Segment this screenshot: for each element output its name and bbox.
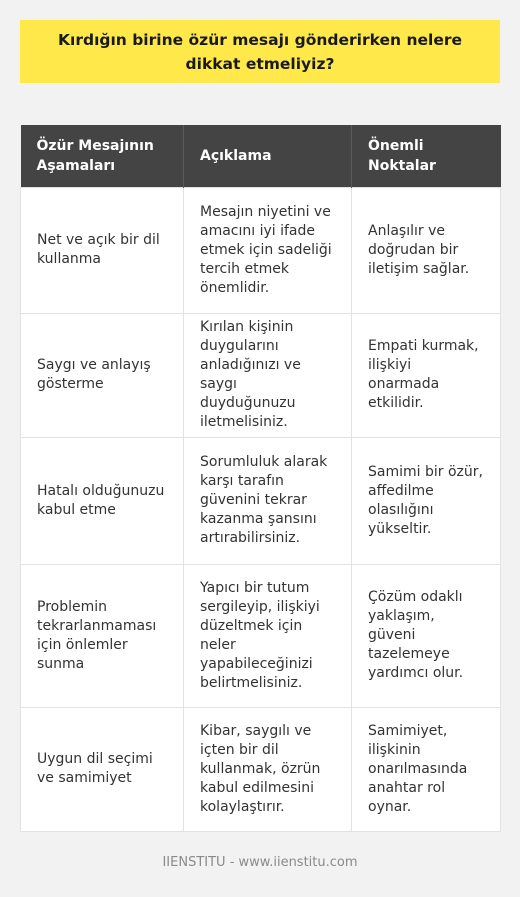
- description-cell: Mesajın niyetini ve amacını iyi ifade etmek için sadeliği tercih etmek önemlidir.: [184, 187, 352, 313]
- column-header-key-points: Önemli Noktalar: [352, 125, 501, 187]
- footer-credit: IIENSTITU - www.iienstitu.com: [162, 855, 358, 870]
- table-row: [21, 187, 501, 313]
- column-header-description: Açıklama: [184, 125, 352, 187]
- stage-cell: Saygı ve anlayış gösterme: [21, 313, 184, 437]
- table-row: [21, 707, 501, 831]
- description-cell: Yapıcı bir tutum sergileyip, ilişkiyi düzeltmek için neler yapabileceğinizi belirtmelisiniz.: [184, 564, 352, 707]
- info-table: [20, 125, 501, 832]
- table-header-row: [21, 125, 501, 187]
- table-row: [21, 313, 501, 437]
- key-point-cell: Çözüm odaklı yaklaşım, güveni tazelemeye yardımcı olur.: [352, 564, 501, 707]
- description-cell: Kırılan kişinin duygularını anladığınızı ve saygı duyduğunuzu iletmelisiniz.: [184, 313, 352, 437]
- key-point-cell: Empati kurmak, ilişkiyi onarmada etkilidir.: [352, 313, 501, 437]
- description-cell: Kibar, saygılı ve içten bir dil kullanmak, özrün kabul edilmesini kolaylaştırır.: [184, 707, 352, 831]
- key-point-cell: Samimiyet, ilişkinin onarılmasında anahtar rol oynar.: [352, 707, 501, 831]
- stage-cell: Net ve açık bir dil kullanma: [21, 187, 184, 313]
- description-cell: Sorumluluk alarak karşı tarafın güvenini tekrar kazanma şansını artırabilirsiniz.: [184, 437, 352, 564]
- key-point-cell: Anlaşılır ve doğrudan bir iletişim sağlar.: [352, 187, 501, 313]
- stage-cell: Hatalı olduğunuzu kabul etme: [21, 437, 184, 564]
- table-row: [21, 564, 501, 707]
- column-header-stages: Özür Mesajının Aşamaları: [21, 125, 184, 187]
- stage-cell: Problemin tekrarlanmaması için önlemler sunma: [21, 564, 184, 707]
- title-banner: [20, 20, 500, 83]
- table-row: [21, 437, 501, 564]
- stage-cell: Uygun dil seçimi ve samimiyet: [21, 707, 184, 831]
- key-point-cell: Samimi bir özür, affedilme olasılığını yükseltir.: [352, 437, 501, 564]
- page-title: Kırdığın birine özür mesajı gönderirken nelere dikkat etmeliyiz?: [58, 30, 462, 73]
